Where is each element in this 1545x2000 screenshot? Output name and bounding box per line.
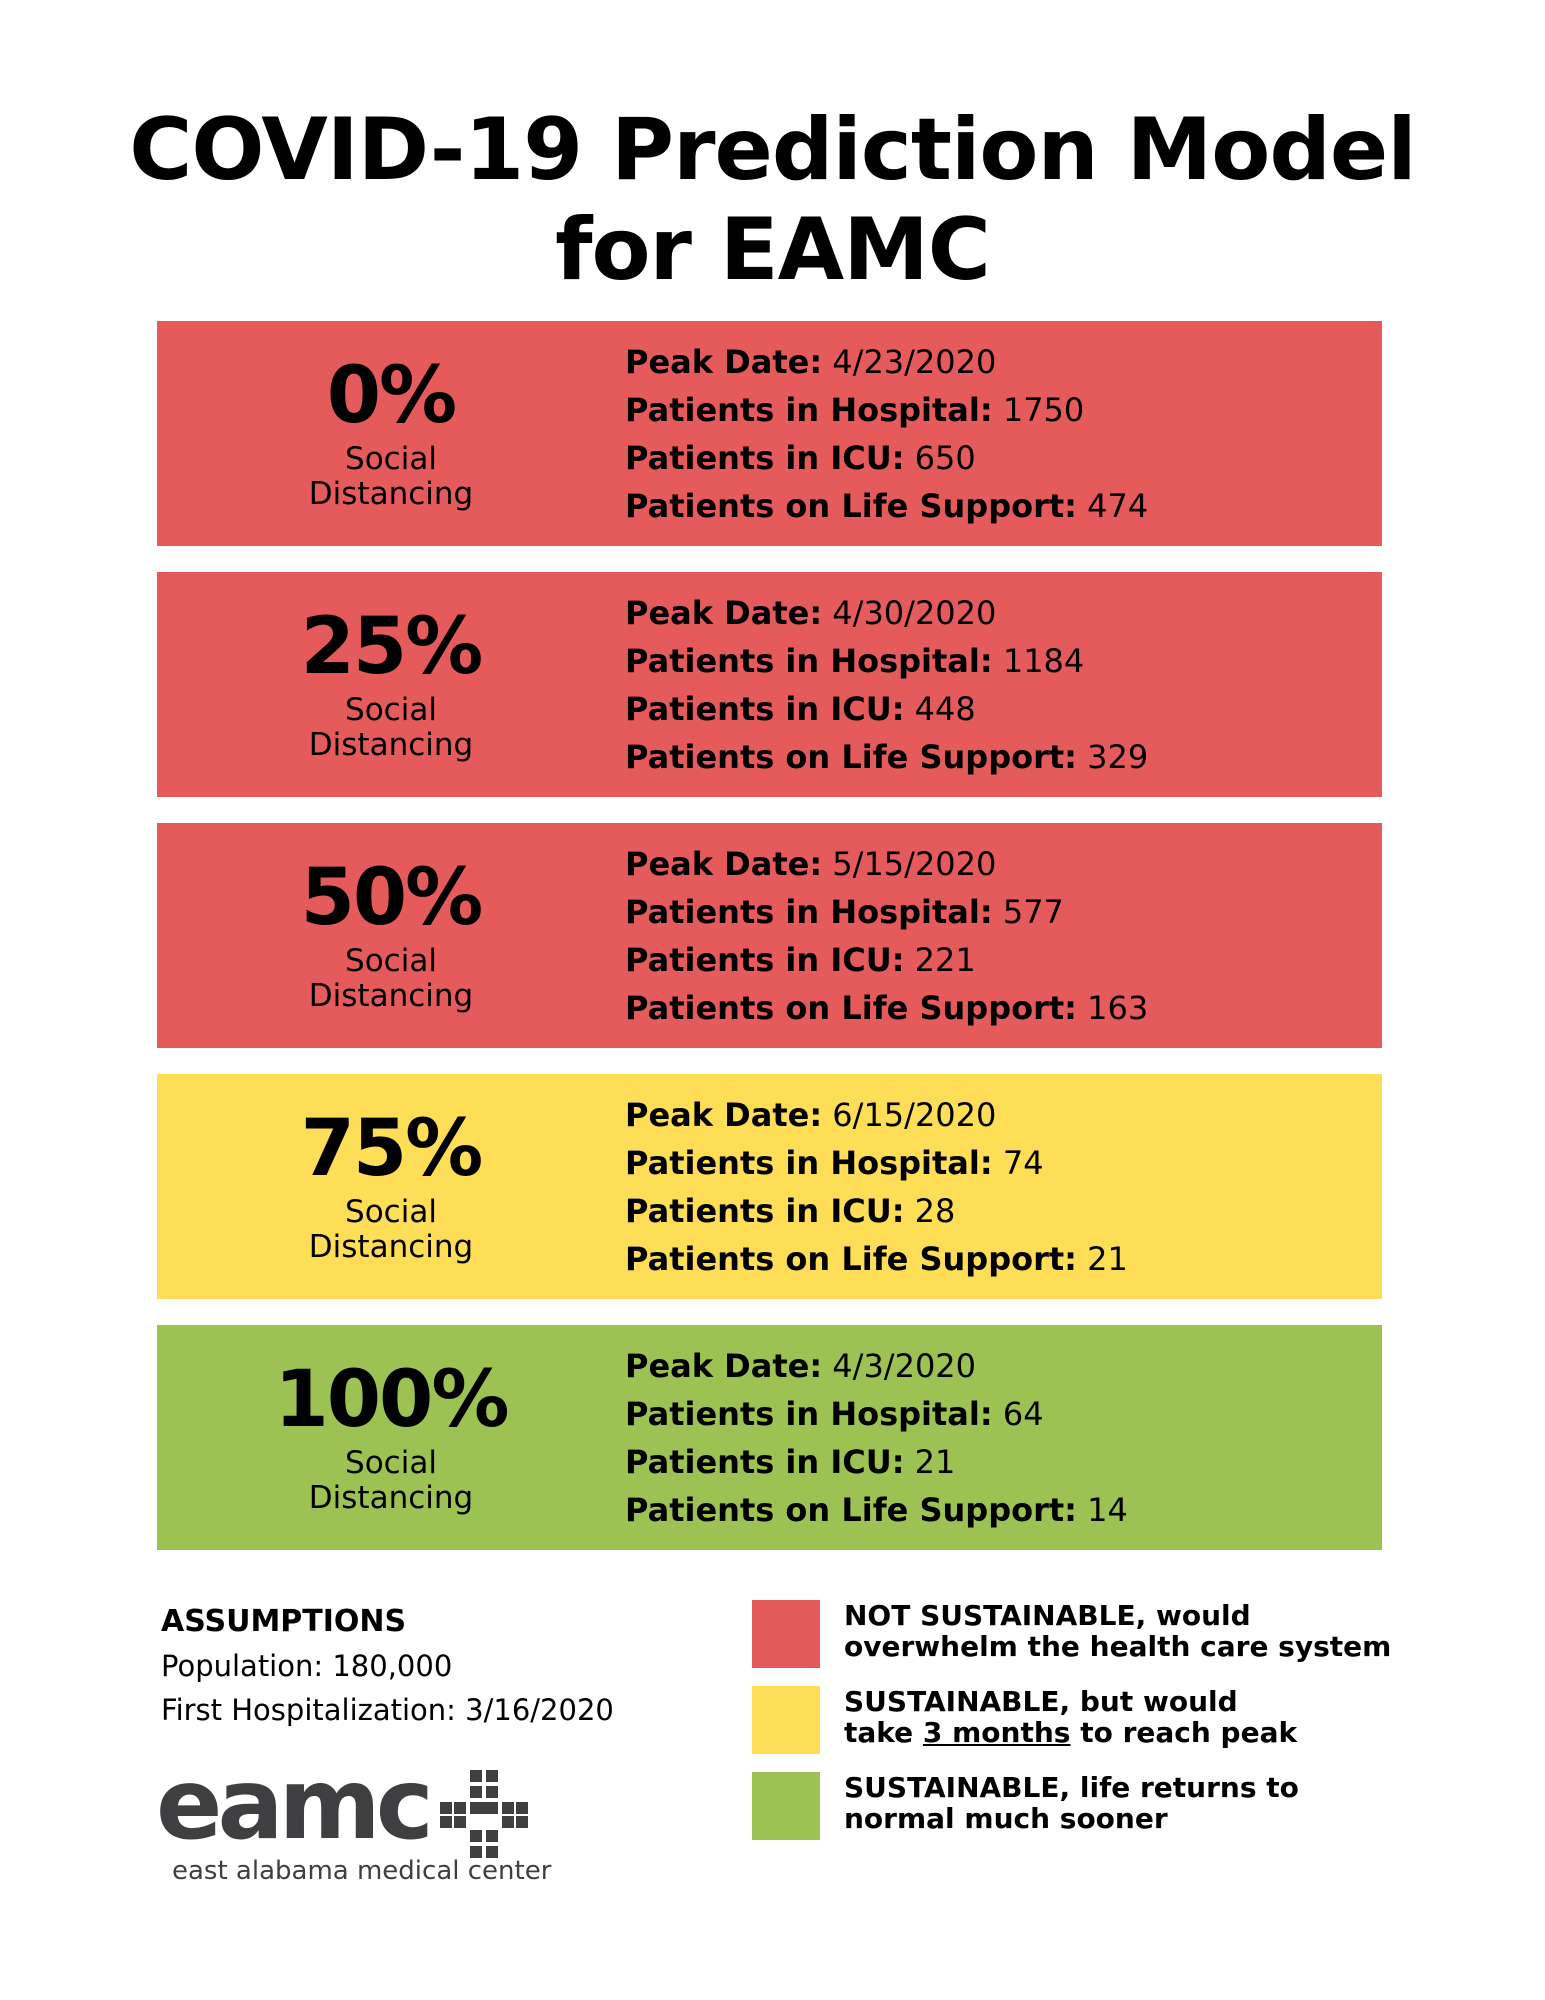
- assumptions-heading: ASSUMPTIONS: [161, 1604, 407, 1639]
- legend-item-not-sustainable: [752, 1600, 1392, 1686]
- eamc-logo: [140, 1748, 552, 1890]
- logo-wordmark: eamc: [156, 1748, 429, 1862]
- assumption-first-hospitalization: First Hospitalization: 3/16/2020: [161, 1693, 614, 1727]
- legend-item-sustainable-fast: [752, 1772, 1392, 1858]
- scenario-label: Social Distancing: [308, 1193, 474, 1265]
- scenario-percent: 25%: [300, 601, 482, 692]
- patients-life-support: Patients on Life Support: 163: [625, 988, 1149, 1027]
- scenario-percent: 0%: [326, 350, 456, 441]
- patients-icu: Patients in ICU: 448: [625, 689, 976, 728]
- patients-life-support: Patients on Life Support: 21: [625, 1239, 1128, 1278]
- scenario-percent: 75%: [300, 1103, 482, 1194]
- legend-text: SUSTAINABLE, but would take 3 months to reach peak: [844, 1685, 1298, 1749]
- title-line-1: COVID-19 Prediction Model: [129, 100, 1416, 200]
- scenario-card: [157, 572, 1382, 797]
- legend-item-sustainable-slow: [752, 1686, 1392, 1772]
- scenario-label: Social Distancing: [308, 691, 474, 763]
- scenario-percent: 100%: [274, 1354, 508, 1445]
- peak-date: Peak Date: 5/15/2020: [625, 844, 997, 883]
- scenario-stats: [625, 589, 1382, 781]
- legend: [752, 1600, 1392, 1858]
- legend-swatch: [752, 1600, 820, 1668]
- scenario-card: [157, 1325, 1382, 1550]
- patients-hospital: Patients in Hospital: 1750: [625, 390, 1085, 429]
- legend-emphasis: 3 months: [922, 1716, 1071, 1749]
- peak-date: Peak Date: 4/30/2020: [625, 593, 997, 632]
- medical-cross-icon: [440, 1770, 528, 1858]
- patients-life-support: Patients on Life Support: 474: [625, 486, 1149, 525]
- patients-icu: Patients in ICU: 650: [625, 438, 976, 477]
- patients-icu: Patients in ICU: 28: [625, 1191, 956, 1230]
- scenario-stats: [625, 338, 1382, 530]
- peak-date: Peak Date: 6/15/2020: [625, 1095, 997, 1134]
- scenario-label: Social Distancing: [308, 1444, 474, 1516]
- patients-hospital: Patients in Hospital: 64: [625, 1394, 1044, 1433]
- patients-hospital: Patients in Hospital: 1184: [625, 641, 1085, 680]
- legend-text: NOT SUSTAINABLE, would overwhelm the health care system: [844, 1599, 1392, 1663]
- patients-hospital: Patients in Hospital: 74: [625, 1143, 1044, 1182]
- legend-swatch: [752, 1772, 820, 1840]
- assumption-population: Population: 180,000: [161, 1649, 453, 1683]
- patients-life-support: Patients on Life Support: 329: [625, 737, 1149, 776]
- scenario-percent: 50%: [300, 852, 482, 943]
- scenario-stats: [625, 1342, 1382, 1534]
- scenario-list: [157, 321, 1382, 1576]
- page-title: [0, 100, 1545, 300]
- scenario-stats: [625, 840, 1382, 1032]
- scenario-card: [157, 823, 1382, 1048]
- legend-swatch: [752, 1686, 820, 1754]
- scenario-label: Social Distancing: [308, 440, 474, 512]
- scenario-label: Social Distancing: [308, 942, 474, 1014]
- legend-text: SUSTAINABLE, life returns to normal much sooner: [844, 1771, 1299, 1835]
- patients-icu: Patients in ICU: 21: [625, 1442, 956, 1481]
- peak-date: Peak Date: 4/3/2020: [625, 1346, 977, 1385]
- peak-date: Peak Date: 4/23/2020: [625, 342, 997, 381]
- scenario-stats: [625, 1091, 1382, 1283]
- patients-hospital: Patients in Hospital: 577: [625, 892, 1064, 931]
- assumptions-section: [161, 1600, 614, 1732]
- scenario-card: [157, 1074, 1382, 1299]
- scenario-card: [157, 321, 1382, 546]
- title-line-2: for EAMC: [555, 200, 990, 300]
- patients-icu: Patients in ICU: 221: [625, 940, 976, 979]
- patients-life-support: Patients on Life Support: 14: [625, 1490, 1128, 1529]
- logo-subtitle: east alabama medical center: [172, 1856, 552, 1886]
